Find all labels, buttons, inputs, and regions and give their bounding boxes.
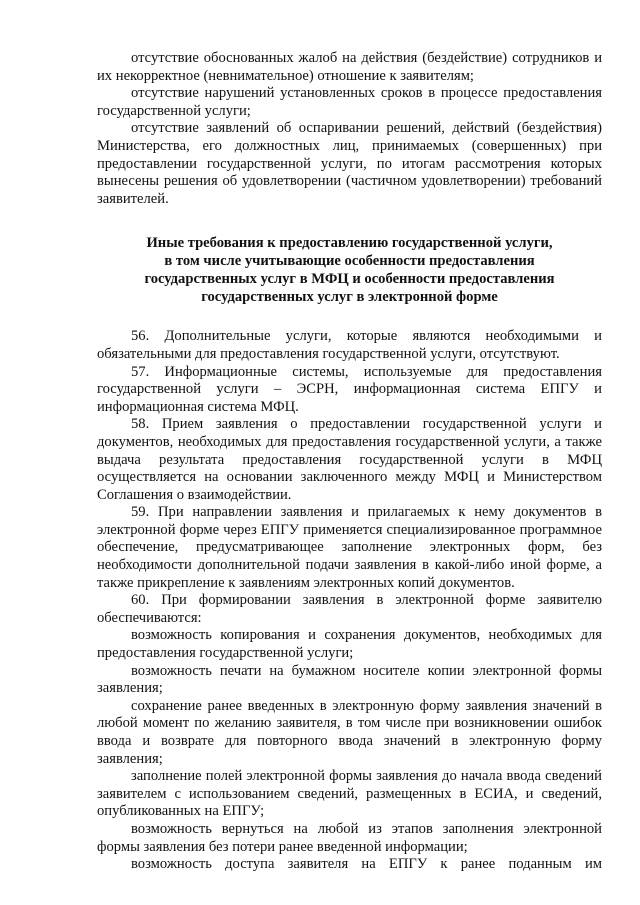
paragraph-no-complaints: отсутствие обоснованных жалоб на действия (бездействие) сотрудников и их некорректное (невнимательное) отношение к заявителям;	[97, 50, 602, 84]
list-item-return-step: возможность вернуться на любой из этапов заполнения электронной формы заявления без потери ранее введенной информации;	[97, 820, 602, 855]
paragraph-59: 59. При направлении заявления и прилагаемых к нему документов в электронной форме через ЕПГУ применяется специализированное программное обеспечение, предусматривающее заполнение электронных форм, без необходимости дополнительной подачи заявления в какой-либо иной форме, а также прикрепление к заявлениям электронных копий документов.	[97, 504, 602, 591]
heading-line: в том числе учитывающие особенности предоставления	[164, 253, 535, 270]
paragraph-no-disputes: отсутствие заявлений об оспаривании решений, действий (бездействия) Министерства, его должностных лиц, принимаемых (совершенных) при предоставлении государственной услуги, по итогам рассмотрения которых вынесены решения об удовлетворении (частичном удовлетворении) требований заявителей.	[97, 120, 602, 207]
section-heading	[97, 234, 602, 306]
heading-line: государственных услуг в электронной форме	[201, 289, 498, 306]
paragraph-56: 56. Дополнительные услуги, которые являются необходимыми и обязательными для предоставления государственной услуги, отсутствуют.	[97, 328, 602, 362]
list-item-copy-save: возможность копирования и сохранения документов, необходимых для предоставления государственной услуги;	[97, 627, 602, 662]
paragraph-no-deadline-violations: отсутствие нарушений установленных сроков в процессе предоставления государственной услуги;	[97, 85, 602, 119]
paragraph-60: 60. При формировании заявления в электронной форме заявителю обеспечиваются:	[97, 592, 602, 626]
heading-line: Иные требования к предоставлению государственной услуги,	[146, 235, 553, 252]
paragraph-57: 57. Информационные системы, используемые для предоставления государственной услуги – ЭСРН, информационная система ЕПГУ и информационная система МФЦ.	[97, 363, 602, 415]
paragraph-58: 58. Прием заявления о предоставлении государственной услуги и документов, необходимых для предоставления государственной услуги, а также выдача результата предоставления государственной услуги в МФЦ осуществляется на основании заключенного между МФЦ и Министерством Соглашения о взаимодействии.	[97, 416, 602, 503]
list-item-print: возможность печати на бумажном носителе копии электронной формы заявления;	[97, 662, 602, 697]
document-page	[97, 50, 602, 874]
list-item-access-previous: возможность доступа заявителя на ЕПГУ к ранее поданным им	[131, 856, 602, 873]
list-item-prefill: заполнение полей электронной формы заявления до начала ввода сведений заявителем с использованием сведений, размещенных в ЕСИА, и сведений, опубликованных на ЕПГУ;	[97, 768, 602, 820]
list-item-save-values: сохранение ранее введенных в электронную форму заявления значений в любой момент по желанию заявителя, в том числе при возникновении ошибок ввода и возврате для повторного ввода значений в электронную форму заявления;	[97, 697, 602, 767]
heading-line: государственных услуг в МФЦ и особенности предоставления	[144, 271, 555, 288]
